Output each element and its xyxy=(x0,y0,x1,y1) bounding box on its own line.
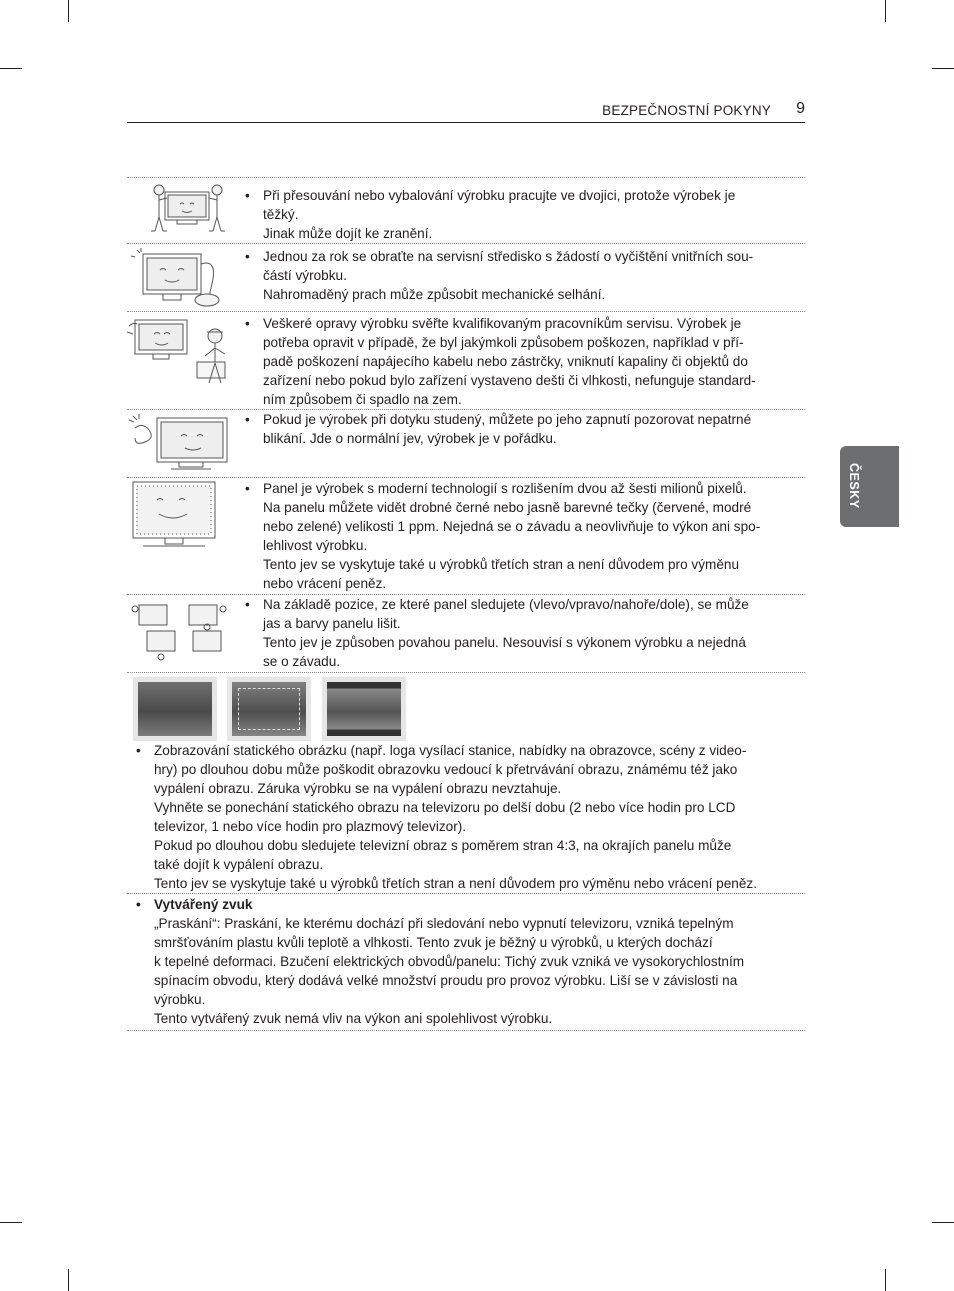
safety-text-pixels: Panel je výrobek s moderní technologií s rozlišením dvou až šesti milionů pixelů. Na panelu můžete vidět drobné černé nebo jasně barevné tečky (červené, modré nebo zelené) velikosti 1 ppm. Nejedná se o závadu a neovlivňuje to výkon ani spo- lehlivost výrobku. Tento jev se vyskytuje také u výrobků třetích stran a není důvodem pro výměnu nebo vrácení peněz. xyxy=(263,481,761,591)
crop-mark xyxy=(68,1269,69,1291)
viewing-angle-tv-icon xyxy=(127,595,237,673)
bullet: • xyxy=(245,249,250,264)
crop-mark xyxy=(885,0,886,22)
safety-text-carry: Při přesouvání nebo vybalování výrobku pracujte ve dvojici, protože výrobek je těžký. Jinak může dojít ke zranění. xyxy=(263,188,736,241)
language-tab xyxy=(840,446,899,527)
sound-heading: Vytvářený zvuk xyxy=(154,897,253,912)
safety-row-cold xyxy=(127,409,805,478)
safety-row-pixels xyxy=(127,477,805,595)
safety-row-repair xyxy=(127,311,805,410)
page-number: 9 xyxy=(796,100,805,117)
technician-repair-icon xyxy=(127,312,237,410)
safety-text-cold: Pokud je výrobek při dotyku studený, můžete po jeho zapnutí pozorovat nepatrné blikání. Jde o normální jev, výrobek je v pořádku. xyxy=(263,412,752,446)
divider xyxy=(127,1030,805,1031)
burn-in-image-1 xyxy=(133,677,217,741)
page-header xyxy=(127,100,805,123)
safety-text-viewing-angle: Na základě pozice, ze které panel sledujete (vlevo/vpravo/nahoře/dole), se může jas a barvy panelu lišit. Tento jev je způsoben povahou panelu. Nesouvisí s výkonem výrobku a nejedná se o závadu. xyxy=(263,597,749,669)
bullet: • xyxy=(245,481,250,496)
bullet: • xyxy=(245,412,250,427)
bullet: • xyxy=(245,316,250,331)
safety-row-viewing-angle xyxy=(127,594,805,673)
language-tab-label: ČESKY xyxy=(847,463,861,509)
bullet: • xyxy=(245,597,250,612)
crop-mark xyxy=(932,1222,954,1223)
pixel-dots-tv-icon xyxy=(127,478,237,595)
burn-in-image-3 xyxy=(322,677,406,741)
cold-tv-icon xyxy=(127,410,237,478)
crop-mark xyxy=(68,0,69,22)
safety-text-repair: Veškeré opravy výrobku svěřte kvalifikovaným pracovníkům servisu. Výrobek je potřeba opravit v případě, že byl jakýmkoli způsobem poškozen, například v pří- padě poškození napájecího kabelu nebo zástrčky, vniknutí kapaliny či objektů do zařízení nebo pokud bylo zařízení vystaveno dešti či vlhkosti, nefunguje standard- ním způsobem či spadlo na zem. xyxy=(263,316,756,407)
crop-mark xyxy=(885,1269,886,1291)
two-people-carrying-tv-icon xyxy=(127,178,237,244)
crop-mark xyxy=(0,1222,22,1223)
crop-mark xyxy=(0,68,22,69)
vacuum-cleaning-tv-icon xyxy=(127,244,237,312)
safety-text-static-image: Zobrazování statického obrázku (např. loga vysílací stanice, nabídky na obrazovce, scény z video- hry) po dlouhou dobu může poškodit obrazovku vedoucí k přetrvávání obrazu, známému též jako vypálení obrazu. Záruka výrobku se na vypálení obrazu nevztahuje. Vyhněte se ponechání statického obrazu na televizoru po delší dobu (2 nebo více hodin pro LCD televizor, 1 nebo více hodin pro plazmový televizor). Pokud po dlouhou dobu sledujete televizní obraz s poměrem stran 4:3, na okrajích panelu může také dojít k vypálení obrazu. Tento jev se vyskytuje také u výrobků třetích stran a není důvodem pro výměnu nebo vrácení peněz. xyxy=(154,743,757,891)
bullet: • xyxy=(245,188,250,203)
burn-in-image-2 xyxy=(227,677,311,741)
bullet: • xyxy=(136,897,141,912)
crop-mark xyxy=(932,68,954,69)
section-title: BEZPEČNOSTNÍ POKYNY xyxy=(602,103,771,118)
safety-text-sound: „Praskání“: Praskání, ke kterému dochází při sledování nebo vypnutí televizoru, vzniká tepelným smršťováním plastu kvůli teplotě a vlhkosti. Tento zvuk je běžný u výrobků, u kterých dochází k tepelné deformaci. Bzučení elektrických obvodů/panelu: Tichý zvuk vzniká ve vysokorychlostním spínacím obvodu, který dodává velké množství proudu pro provoz výrobku. Liší se v závislosti na výrobku. Tento vytvářený zvuk nemá vliv na výkon ani spolehlivost výrobku. xyxy=(154,916,745,1026)
safety-text-cleaning: Jednou za rok se obraťte na servisní středisko s žádostí o vyčištění vnitřních sou- částí výrobku. Nahromaděný prach může způsobit mechanické selhání. xyxy=(263,249,754,302)
safety-row-carry xyxy=(127,177,805,244)
bullet: • xyxy=(136,743,141,758)
safety-row-cleaning xyxy=(127,243,805,312)
